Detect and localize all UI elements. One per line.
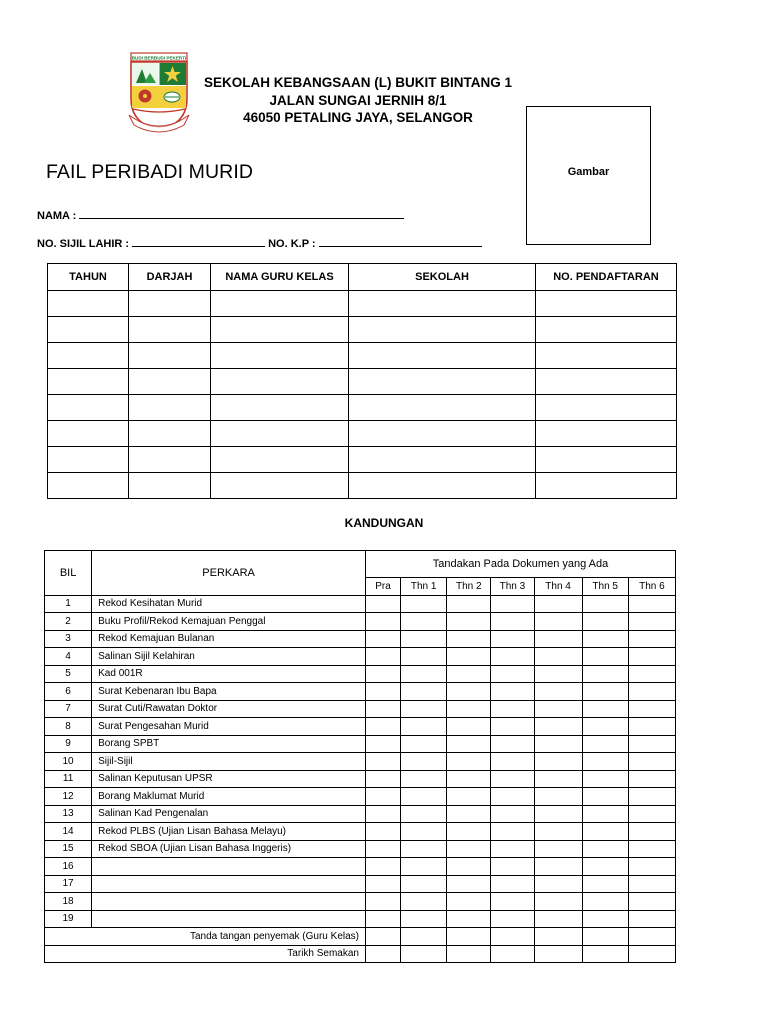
checkbox-cell[interactable] xyxy=(491,613,534,631)
checkbox-cell[interactable] xyxy=(534,823,582,841)
checkbox-cell[interactable] xyxy=(401,875,447,893)
checkbox-cell[interactable] xyxy=(534,595,582,613)
history-table-cell[interactable] xyxy=(211,317,349,343)
checkbox-cell[interactable] xyxy=(628,648,675,666)
col-perkara: PERKARA xyxy=(92,551,366,596)
contents-bil-cell: 2 xyxy=(45,613,92,631)
sijil-lahir-label: NO. SIJIL LAHIR : xyxy=(37,238,130,250)
checkbox-cell[interactable] xyxy=(628,910,675,928)
photo-label: Gambar xyxy=(567,166,610,178)
checkbox-cell[interactable] xyxy=(447,665,491,683)
checkbox-cell[interactable] xyxy=(491,718,534,736)
history-table-cell[interactable] xyxy=(536,369,677,395)
checkbox-cell[interactable] xyxy=(491,928,534,946)
checkbox-cell[interactable] xyxy=(366,910,401,928)
checkbox-cell[interactable] xyxy=(628,700,675,718)
contents-perkara-cell xyxy=(92,910,366,928)
contents-perkara-cell: Buku Profil/Rekod Kemajuan Penggal xyxy=(92,613,366,631)
checkbox-cell[interactable] xyxy=(447,770,491,788)
checkbox-cell[interactable] xyxy=(401,823,447,841)
checkbox-cell[interactable] xyxy=(491,735,534,753)
checkbox-cell[interactable] xyxy=(534,735,582,753)
signature-row-label: Tanda tangan penyemak (Guru Kelas) xyxy=(45,928,366,946)
col-darjah: DARJAH xyxy=(129,264,211,291)
checkbox-cell[interactable] xyxy=(491,823,534,841)
checkbox-cell[interactable] xyxy=(401,665,447,683)
checkbox-cell[interactable] xyxy=(366,718,401,736)
checkbox-cell[interactable] xyxy=(447,875,491,893)
contents-bil-cell: 18 xyxy=(45,893,92,911)
history-table-row xyxy=(48,395,677,421)
contents-perkara-cell: Rekod PLBS (Ujian Lisan Bahasa Melayu) xyxy=(92,823,366,841)
contents-row xyxy=(45,910,676,928)
checkbox-cell[interactable] xyxy=(447,805,491,823)
checkbox-cell[interactable] xyxy=(628,945,675,963)
contents-bil-cell: 3 xyxy=(45,630,92,648)
contents-row xyxy=(45,630,676,648)
history-table-cell[interactable] xyxy=(536,421,677,447)
nama-blank-line[interactable] xyxy=(79,208,404,219)
history-table-cell[interactable] xyxy=(349,395,536,421)
checkbox-cell[interactable] xyxy=(491,840,534,858)
contents-bil-cell: 16 xyxy=(45,858,92,876)
year-header-cell: Pra xyxy=(366,578,401,596)
kp-label: NO. K.P : xyxy=(268,238,316,250)
checkbox-cell[interactable] xyxy=(628,840,675,858)
checkbox-cell[interactable] xyxy=(582,893,628,911)
history-table-cell[interactable] xyxy=(48,395,129,421)
col-tandakan: Tandakan Pada Dokumen yang Ada xyxy=(366,551,676,578)
checkbox-cell[interactable] xyxy=(366,770,401,788)
history-table-row xyxy=(48,473,677,499)
contents-row xyxy=(45,823,676,841)
checkbox-cell[interactable] xyxy=(534,788,582,806)
checkbox-cell[interactable] xyxy=(447,858,491,876)
checkbox-cell[interactable] xyxy=(366,788,401,806)
contents-perkara-cell xyxy=(92,875,366,893)
year-header-cell: Thn 6 xyxy=(628,578,675,596)
checkbox-cell[interactable] xyxy=(491,910,534,928)
col-bil: BIL xyxy=(45,551,92,596)
kandungan-title: KANDUNGAN xyxy=(344,516,424,530)
checkbox-cell[interactable] xyxy=(491,648,534,666)
contents-perkara-cell xyxy=(92,858,366,876)
contents-row xyxy=(45,735,676,753)
checkbox-cell[interactable] xyxy=(628,823,675,841)
history-table-cell[interactable] xyxy=(129,421,211,447)
contents-perkara-cell: Surat Cuti/Rawatan Doktor xyxy=(92,700,366,718)
checkbox-cell[interactable] xyxy=(366,928,401,946)
checkbox-cell[interactable] xyxy=(447,735,491,753)
checkbox-cell[interactable] xyxy=(447,595,491,613)
checkbox-cell[interactable] xyxy=(534,665,582,683)
checkbox-cell[interactable] xyxy=(401,753,447,771)
checkbox-cell[interactable] xyxy=(401,718,447,736)
history-table-cell[interactable] xyxy=(129,291,211,317)
checkbox-cell[interactable] xyxy=(366,683,401,701)
year-header-cell: Thn 2 xyxy=(447,578,491,596)
checkbox-cell[interactable] xyxy=(366,648,401,666)
school-street: JALAN SUNGAI JERNIH 8/1 xyxy=(269,92,447,108)
history-table-cell[interactable] xyxy=(211,369,349,395)
checkbox-cell[interactable] xyxy=(401,735,447,753)
history-table-cell[interactable] xyxy=(349,421,536,447)
contents-row xyxy=(45,700,676,718)
checkbox-cell[interactable] xyxy=(534,683,582,701)
contents-bil-cell: 10 xyxy=(45,753,92,771)
checkbox-cell[interactable] xyxy=(447,840,491,858)
contents-perkara-cell: Salinan Kad Pengenalan xyxy=(92,805,366,823)
history-table-cell[interactable] xyxy=(536,447,677,473)
checkbox-cell[interactable] xyxy=(628,875,675,893)
nama-label: NAMA : xyxy=(37,210,77,222)
contents-row xyxy=(45,840,676,858)
checkbox-cell[interactable] xyxy=(628,928,675,946)
contents-perkara-cell: Rekod Kesihatan Murid xyxy=(92,595,366,613)
col-no-pendaftaran: NO. PENDAFTARAN xyxy=(536,264,677,291)
checkbox-cell[interactable] xyxy=(401,683,447,701)
checkbox-cell[interactable] xyxy=(366,613,401,631)
history-table-cell[interactable] xyxy=(48,343,129,369)
checkbox-cell[interactable] xyxy=(534,700,582,718)
checkbox-cell[interactable] xyxy=(491,893,534,911)
checkbox-cell[interactable] xyxy=(366,595,401,613)
contents-perkara-cell: Rekod SBOA (Ujian Lisan Bahasa Inggeris) xyxy=(92,840,366,858)
contents-bil-cell: 13 xyxy=(45,805,92,823)
checkbox-cell[interactable] xyxy=(447,718,491,736)
checkbox-cell[interactable] xyxy=(534,893,582,911)
checkbox-cell[interactable] xyxy=(628,665,675,683)
checkbox-cell[interactable] xyxy=(534,770,582,788)
checkbox-cell[interactable] xyxy=(582,770,628,788)
contents-perkara-cell: Surat Pengesahan Murid xyxy=(92,718,366,736)
checkbox-cell[interactable] xyxy=(534,718,582,736)
checkbox-cell[interactable] xyxy=(628,788,675,806)
history-table-cell[interactable] xyxy=(349,291,536,317)
checkbox-cell[interactable] xyxy=(447,683,491,701)
school-city: 46050 PETALING JAYA, SELANGOR xyxy=(243,110,473,125)
checkbox-cell[interactable] xyxy=(628,683,675,701)
history-table-cell[interactable] xyxy=(48,317,129,343)
checkbox-cell[interactable] xyxy=(628,858,675,876)
checkbox-cell[interactable] xyxy=(582,788,628,806)
checkbox-cell[interactable] xyxy=(491,945,534,963)
checkbox-cell[interactable] xyxy=(401,648,447,666)
history-table-row xyxy=(48,291,677,317)
contents-table-body xyxy=(45,595,676,963)
checkbox-cell[interactable] xyxy=(447,928,491,946)
checkbox-cell[interactable] xyxy=(401,858,447,876)
checkbox-cell[interactable] xyxy=(582,910,628,928)
history-table-cell[interactable] xyxy=(536,343,677,369)
contents-row xyxy=(45,788,676,806)
history-table-cell[interactable] xyxy=(349,343,536,369)
checkbox-cell[interactable] xyxy=(582,840,628,858)
checkbox-cell[interactable] xyxy=(401,770,447,788)
contents-bil-cell: 19 xyxy=(45,910,92,928)
contents-perkara-cell: Borang Maklumat Murid xyxy=(92,788,366,806)
contents-bil-cell: 4 xyxy=(45,648,92,666)
checkbox-cell[interactable] xyxy=(491,858,534,876)
contents-row xyxy=(45,648,676,666)
checkbox-cell[interactable] xyxy=(534,945,582,963)
checkbox-cell[interactable] xyxy=(447,613,491,631)
checkbox-cell[interactable] xyxy=(447,788,491,806)
checkbox-cell[interactable] xyxy=(491,700,534,718)
checkbox-cell[interactable] xyxy=(447,910,491,928)
contents-row xyxy=(45,770,676,788)
checkbox-cell[interactable] xyxy=(582,595,628,613)
checkbox-cell[interactable] xyxy=(401,595,447,613)
sijil-lahir-blank-line[interactable] xyxy=(132,236,265,247)
checkbox-cell[interactable] xyxy=(491,630,534,648)
checkbox-cell[interactable] xyxy=(628,613,675,631)
checkbox-cell[interactable] xyxy=(582,613,628,631)
checkbox-cell[interactable] xyxy=(366,893,401,911)
checkbox-cell[interactable] xyxy=(582,648,628,666)
history-table-row xyxy=(48,369,677,395)
checkbox-cell[interactable] xyxy=(447,945,491,963)
year-header-cell: Thn 4 xyxy=(534,578,582,596)
contents-row xyxy=(45,595,676,613)
contents-perkara-cell: Surat Kebenaran Ibu Bapa xyxy=(92,683,366,701)
checkbox-cell[interactable] xyxy=(534,805,582,823)
history-table-cell[interactable] xyxy=(48,291,129,317)
history-table-cell[interactable] xyxy=(211,421,349,447)
checkbox-cell[interactable] xyxy=(401,788,447,806)
checkbox-cell[interactable] xyxy=(534,875,582,893)
checkbox-cell[interactable] xyxy=(582,928,628,946)
history-table-cell[interactable] xyxy=(129,473,211,499)
checkbox-cell[interactable] xyxy=(401,805,447,823)
checkbox-cell[interactable] xyxy=(534,630,582,648)
history-table-cell[interactable] xyxy=(536,473,677,499)
contents-row xyxy=(45,683,676,701)
contents-footer-row xyxy=(45,945,676,963)
checkbox-cell[interactable] xyxy=(491,683,534,701)
checkbox-cell[interactable] xyxy=(491,753,534,771)
checkbox-cell[interactable] xyxy=(534,840,582,858)
checkbox-cell[interactable] xyxy=(628,718,675,736)
checkbox-cell[interactable] xyxy=(628,805,675,823)
school-crest-logo xyxy=(124,49,194,137)
history-table-cell[interactable] xyxy=(349,447,536,473)
contents-bil-cell: 17 xyxy=(45,875,92,893)
checkbox-cell[interactable] xyxy=(582,805,628,823)
checkbox-cell[interactable] xyxy=(582,630,628,648)
contents-footer-row xyxy=(45,928,676,946)
checkbox-cell[interactable] xyxy=(582,753,628,771)
form-title: FAIL PERIBADI MURID xyxy=(46,161,254,183)
checkbox-cell[interactable] xyxy=(366,805,401,823)
checkbox-cell[interactable] xyxy=(534,753,582,771)
checkbox-cell[interactable] xyxy=(582,735,628,753)
checkbox-cell[interactable] xyxy=(582,945,628,963)
year-header-cell: Thn 3 xyxy=(491,578,534,596)
checkbox-cell[interactable] xyxy=(491,805,534,823)
contents-bil-cell: 14 xyxy=(45,823,92,841)
history-table-cell[interactable] xyxy=(129,369,211,395)
contents-bil-cell: 11 xyxy=(45,770,92,788)
checkbox-cell[interactable] xyxy=(366,823,401,841)
history-table-row xyxy=(48,421,677,447)
contents-perkara-cell: Rekod Kemajuan Bulanan xyxy=(92,630,366,648)
history-table-row xyxy=(48,317,677,343)
contents-row xyxy=(45,893,676,911)
history-table-cell[interactable] xyxy=(211,473,349,499)
checkbox-cell[interactable] xyxy=(582,665,628,683)
history-table-cell[interactable] xyxy=(536,395,677,421)
nama-field-row xyxy=(37,208,407,222)
history-table-cell[interactable] xyxy=(211,395,349,421)
contents-row xyxy=(45,753,676,771)
contents-bil-cell: 5 xyxy=(45,665,92,683)
history-table-cell[interactable] xyxy=(48,447,129,473)
history-table-cell[interactable] xyxy=(48,369,129,395)
contents-row xyxy=(45,858,676,876)
history-table-cell[interactable] xyxy=(129,395,211,421)
checkbox-cell[interactable] xyxy=(401,893,447,911)
history-table-cell[interactable] xyxy=(129,447,211,473)
history-table-cell[interactable] xyxy=(536,291,677,317)
contents-perkara-cell: Sijil-Sijil xyxy=(92,753,366,771)
history-table-cell[interactable] xyxy=(48,421,129,447)
kp-blank-line[interactable] xyxy=(319,236,482,247)
contents-bil-cell: 1 xyxy=(45,595,92,613)
col-tahun: TAHUN xyxy=(48,264,129,291)
checkbox-cell[interactable] xyxy=(447,823,491,841)
contents-perkara-cell xyxy=(92,893,366,911)
checkbox-cell[interactable] xyxy=(401,840,447,858)
checkbox-cell[interactable] xyxy=(366,630,401,648)
checkbox-cell[interactable] xyxy=(582,858,628,876)
checkbox-cell[interactable] xyxy=(582,700,628,718)
checkbox-cell[interactable] xyxy=(534,648,582,666)
history-table-cell[interactable] xyxy=(211,447,349,473)
checkbox-cell[interactable] xyxy=(491,770,534,788)
history-table-cell[interactable] xyxy=(48,473,129,499)
contents-row xyxy=(45,875,676,893)
checkbox-cell[interactable] xyxy=(401,613,447,631)
checkbox-cell[interactable] xyxy=(628,630,675,648)
checkbox-cell[interactable] xyxy=(366,665,401,683)
checkbox-cell[interactable] xyxy=(366,840,401,858)
checkbox-cell[interactable] xyxy=(366,700,401,718)
contents-bil-cell: 9 xyxy=(45,735,92,753)
school-header xyxy=(200,74,516,127)
photo-box[interactable] xyxy=(526,106,651,245)
col-nama-guru-kelas: NAMA GURU KELAS xyxy=(211,264,349,291)
history-table-cell[interactable] xyxy=(349,369,536,395)
col-sekolah: SEKOLAH xyxy=(349,264,536,291)
history-table-cell[interactable] xyxy=(129,317,211,343)
history-table-cell[interactable] xyxy=(349,317,536,343)
contents-perkara-cell: Kad 001R xyxy=(92,665,366,683)
checkbox-cell[interactable] xyxy=(401,928,447,946)
checkbox-cell[interactable] xyxy=(628,595,675,613)
year-header-cell: Thn 1 xyxy=(401,578,447,596)
checkbox-cell[interactable] xyxy=(534,910,582,928)
contents-bil-cell: 12 xyxy=(45,788,92,806)
checkbox-cell[interactable] xyxy=(628,753,675,771)
contents-row xyxy=(45,805,676,823)
checkbox-cell[interactable] xyxy=(582,683,628,701)
checkbox-cell[interactable] xyxy=(491,665,534,683)
contents-row xyxy=(45,613,676,631)
checkbox-cell[interactable] xyxy=(366,945,401,963)
history-table-body xyxy=(48,291,677,499)
history-table-row xyxy=(48,447,677,473)
checkbox-cell[interactable] xyxy=(447,648,491,666)
checkbox-cell[interactable] xyxy=(401,945,447,963)
checkbox-cell[interactable] xyxy=(534,613,582,631)
checkbox-cell[interactable] xyxy=(628,770,675,788)
checkbox-cell[interactable] xyxy=(366,858,401,876)
checkbox-cell[interactable] xyxy=(582,718,628,736)
contents-bil-cell: 6 xyxy=(45,683,92,701)
contents-bil-cell: 15 xyxy=(45,840,92,858)
contents-bil-cell: 8 xyxy=(45,718,92,736)
checkbox-cell[interactable] xyxy=(628,735,675,753)
checkbox-cell[interactable] xyxy=(447,630,491,648)
contents-perkara-cell: Salinan Keputusan UPSR xyxy=(92,770,366,788)
checkbox-cell[interactable] xyxy=(366,753,401,771)
history-table-cell[interactable] xyxy=(536,317,677,343)
year-header-cell: Thn 5 xyxy=(582,578,628,596)
sijil-kp-field-row xyxy=(37,236,485,250)
contents-row xyxy=(45,718,676,736)
checkbox-cell[interactable] xyxy=(582,823,628,841)
date-row-label: Tarikh Semakan xyxy=(45,945,366,963)
history-table-cell[interactable] xyxy=(349,473,536,499)
checkbox-cell[interactable] xyxy=(534,858,582,876)
checkbox-cell[interactable] xyxy=(628,893,675,911)
school-name: SEKOLAH KEBANGSAAN (L) BUKIT BINTANG 1 xyxy=(204,75,512,90)
checkbox-cell[interactable] xyxy=(534,928,582,946)
contents-table xyxy=(44,550,676,963)
checkbox-cell[interactable] xyxy=(366,875,401,893)
contents-perkara-cell: Salinan Sijil Kelahiran xyxy=(92,648,366,666)
checkbox-cell[interactable] xyxy=(401,910,447,928)
history-table-cell[interactable] xyxy=(211,291,349,317)
checkbox-cell[interactable] xyxy=(366,735,401,753)
checkbox-cell[interactable] xyxy=(491,595,534,613)
history-table-row xyxy=(48,343,677,369)
checkbox-cell[interactable] xyxy=(582,875,628,893)
history-table xyxy=(47,263,677,499)
checkbox-cell[interactable] xyxy=(447,700,491,718)
checkbox-cell[interactable] xyxy=(401,630,447,648)
history-table-cell[interactable] xyxy=(129,343,211,369)
crest-motto: BUDI BERBUDI PEKERTI xyxy=(131,55,187,61)
checkbox-cell[interactable] xyxy=(401,700,447,718)
history-table-cell[interactable] xyxy=(211,343,349,369)
checkbox-cell[interactable] xyxy=(491,875,534,893)
contents-perkara-cell: Borang SPBT xyxy=(92,735,366,753)
checkbox-cell[interactable] xyxy=(447,753,491,771)
checkbox-cell[interactable] xyxy=(491,788,534,806)
checkbox-cell[interactable] xyxy=(447,893,491,911)
contents-bil-cell: 7 xyxy=(45,700,92,718)
contents-row xyxy=(45,665,676,683)
history-table-header-row xyxy=(48,264,677,291)
